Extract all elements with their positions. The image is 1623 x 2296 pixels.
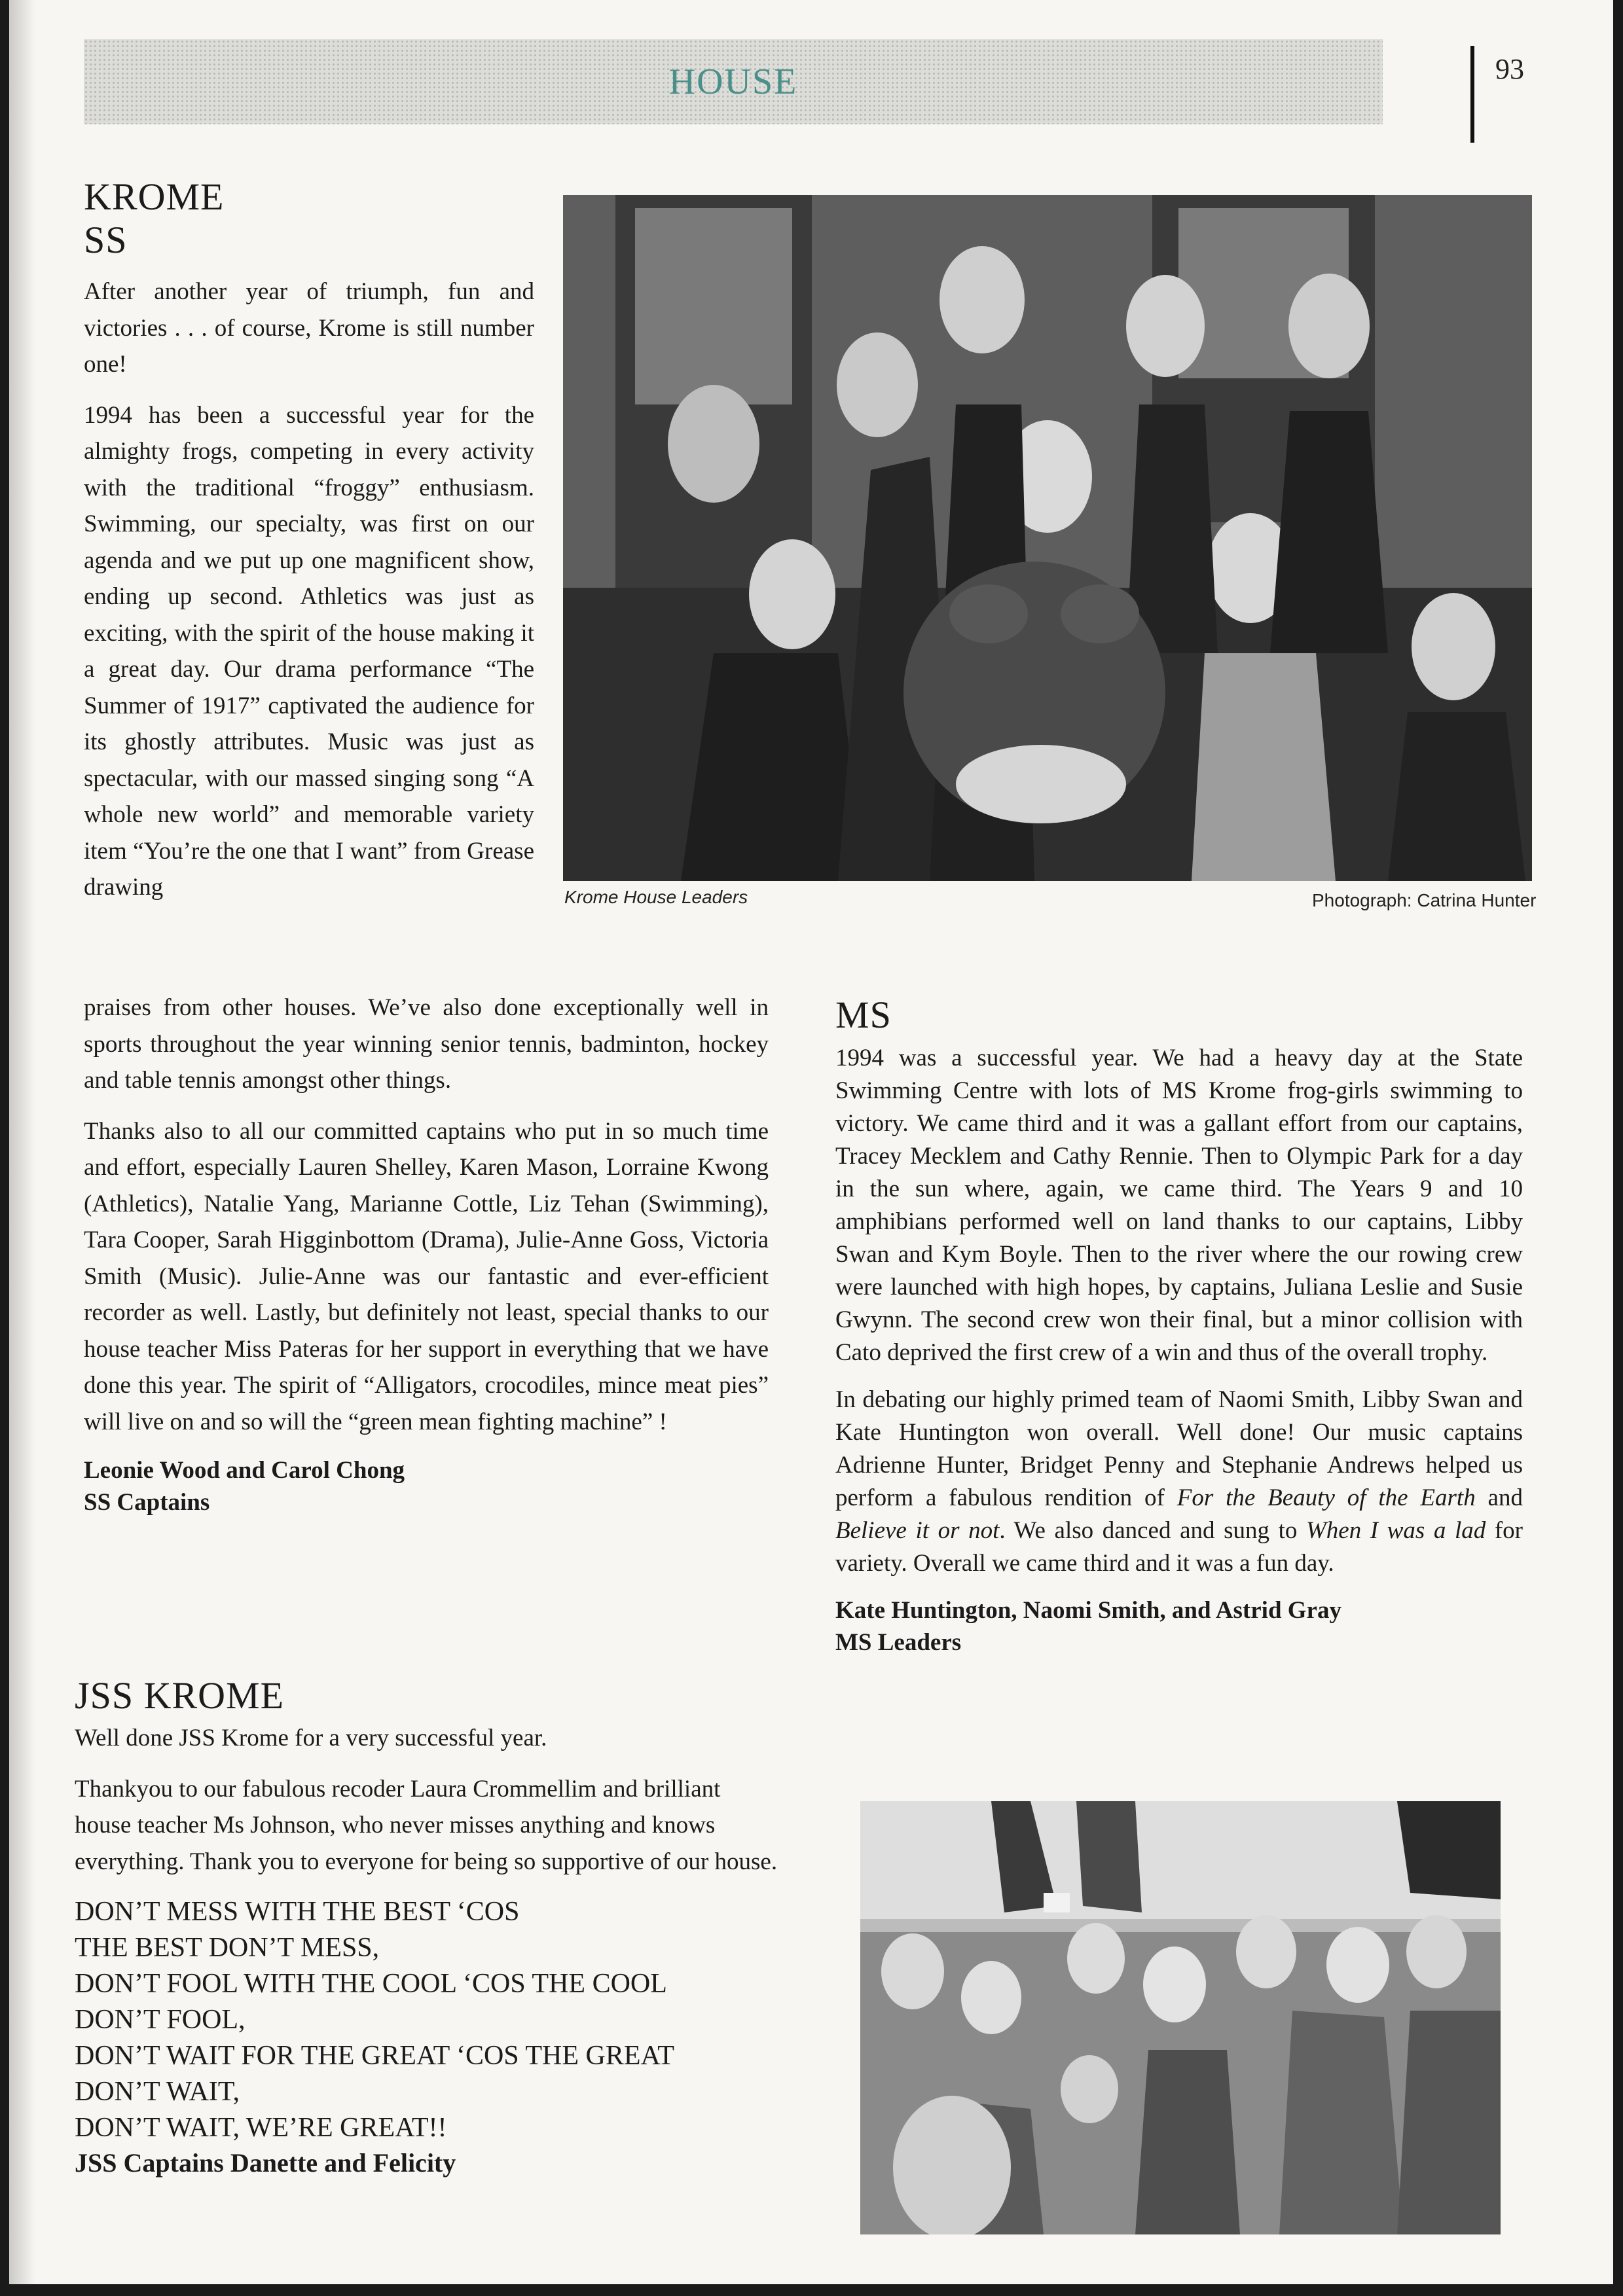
ms-group-photo [860, 1801, 1501, 2234]
photo-credit: Photograph: Catrina Hunter [1312, 890, 1537, 910]
chant-line: DON’T FOOL WITH THE COOL ‘COS THE COOL [75, 1969, 667, 1999]
ss-section-heading [84, 175, 542, 262]
ss-signoff-names: Leonie Wood and Carol Chong [84, 1457, 405, 1484]
section-title: HOUSE [668, 62, 798, 102]
ss-paragraph-1-continued: praises from other houses. We’ve also done exceptionally well in sports throughout the year winning senior tennis, badminton, hockey and table tennis amongst other things. [84, 994, 769, 1094]
ss-title-line2: SS [84, 219, 128, 261]
group-photo-graphic [563, 195, 1532, 881]
jss-section [75, 1674, 782, 2180]
ms-signoff-names: Kate Huntington, Naomi Smith, and Astrid Gray [835, 1597, 1341, 1624]
ss-signoff-role: SS Captains [84, 1489, 210, 1516]
ms-signoff-role: MS Leaders [835, 1629, 962, 1656]
ms-paragraph-2-text-a: In debating our highly primed team of Naomi Smith, Libby Swan and Kate Huntington won overall. Well done! Our music captains Adrienne Hunter, Bridget Penny and Stephanie Andrews helped us perform a fabulous rendition of [835, 1386, 1523, 1511]
chant-line: DON’T MESS WITH THE BEST ‘COS [75, 1897, 520, 1927]
chant-line: DON’T WAIT, WE’RE GREAT!! [75, 2113, 447, 2143]
ss-paragraph-1: 1994 has been a successful year for the almighty frogs, competing in every activity with the traditional “froggy” enthusiasm. Swimming, our specialty, was first on our agenda and we put up one magnificent show, ending up second. Athletics was just as exciting, with the spirit of the house making it a great day. Our drama performance “The Summer of 1917” captivated the audience for its ghostly attributes. Music was just as spectacular, with our massed singing song “A whole new world” and memorable variety item “You’re the one that I want” from Grease drawing [84, 401, 534, 901]
krome-house-leaders-photo [563, 195, 1532, 881]
song-title: When I was a lad [1305, 1517, 1486, 1544]
photo-caption: Krome House Leaders [564, 887, 748, 907]
song-title: Believe it or not [835, 1517, 1000, 1544]
jss-chant [75, 1894, 782, 2146]
header-band [84, 39, 1383, 124]
ss-paragraph-2: Thanks also to all our committed captains who put in so much time and effort, especially Lauren Shelley, Karen Mason, Lorraine Kwong (Athletics), Natalie Yang, Marianne Cottle, Liz Tehan (Swimming), Tara Cooper, Sarah Higginbottom (Drama), Julie-Anne Goss, Victoria Smith (Music). Julie-Anne was our fantastic and ever-efficient recorder as well. Lastly, but definitely not least, special thanks to our house teacher Miss Pateras for her support in everything that we have done this year. The spirit of “Alligators, crocodiles, mince meat pies” will live on and so will the “green mean fighting machine” ! [84, 1117, 769, 1435]
chant-line: THE BEST DON’T MESS, [75, 1933, 380, 1963]
page-number-rule [1470, 46, 1474, 143]
ms-paragraph-2-text-b: . We also danced and sung to [999, 1517, 1306, 1544]
jss-title: JSS KROME [75, 1674, 285, 1717]
ms-title: MS [835, 994, 892, 1036]
song-title: For the Beauty of the Earth [1176, 1484, 1476, 1511]
ms-paragraph-1: 1994 was a successful year. We had a heavy day at the State Swimming Centre with lots of MS Krome frog-girls swimming to victory. We came third and it was a gallant effort from our captains, Tracey Mecklem and Cathy Rennie. Then to Olympic Park for a day in the sun where, again, we came third. The Years 9 and 10 amphibians performed well on land thanks to our captains, Libby Swan and Kym Boyle. Then to the river where the our rowing crew were launched with high hopes, by captains, Juliana Leslie and Susie Gwynn. The second crew won their final, but a minor collision with Cato deprived the first crew of a win and thus of the overall trophy. [835, 1045, 1523, 1366]
yearbook-page [9, 0, 1613, 2284]
crowd-photo-graphic [860, 1801, 1501, 2234]
jss-intro: Well done JSS Krome for a very successful year. [75, 1725, 547, 1751]
chant-line: DON’T WAIT FOR THE GREAT ‘COS THE GREAT [75, 2041, 674, 2071]
ms-and-word: and [1475, 1484, 1523, 1511]
chant-line: DON’T WAIT, [75, 2077, 240, 2107]
ss-intro: After another year of triumph, fun and victories . . . of course, Krome is still number one! [84, 278, 534, 378]
ms-paragraph-2 [835, 1384, 1523, 1580]
ss-title-line1: KROME [84, 175, 225, 218]
ss-narrow-column [84, 274, 534, 906]
jss-paragraph-1: Thankyou to our fabulous recoder Laura Crommellim and brilliant house teacher Ms Johnson, who never misses anything and knows everything. Thank you to everyone for being so supportive of our house. [75, 1775, 778, 1875]
ms-paragraph-2-text-c: for variety. Overall we came third and it was a fun day. [835, 1517, 1523, 1577]
chant-line: DON’T FOOL, [75, 2005, 246, 2035]
ms-section [835, 994, 1523, 1659]
ss-wide-column [84, 990, 769, 1518]
page-number: 93 [1495, 53, 1524, 85]
jss-signoff: JSS Captains Danette and Felicity [75, 2148, 456, 2178]
